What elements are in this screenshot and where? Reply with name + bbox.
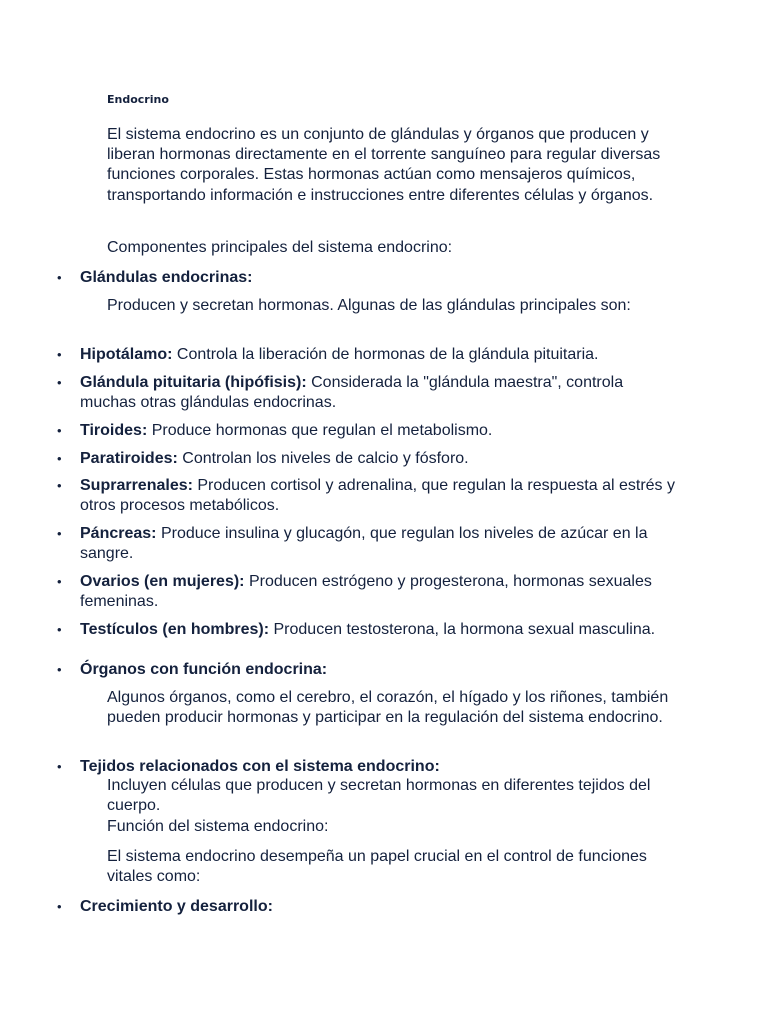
bullet-text: Considerada la "glándula maestra", controla muchas otras glándulas endocrinas. [80, 374, 624, 411]
bullet-text: Produce insulina y glucagón, que regulan los niveles de azúcar en la sangre. [80, 525, 648, 562]
list-item-organos [80, 660, 680, 680]
list-item-glandulas [80, 268, 680, 288]
components-heading: Componentes principales del sistema endocrino: [107, 239, 453, 256]
bullet-term: Tiroides: [80, 422, 148, 439]
function-paragraph: El sistema endocrino desempeña un papel crucial en el control de funciones vitales como: [107, 848, 647, 886]
list-item-paratiroides [80, 449, 680, 469]
intro-paragraph: El sistema endocrino es un conjunto de glándulas y órganos que producen y liberan hormonas directamente en el torrente sanguíneo para regular diversas funciones corporales. Estas hormonas actúan como mensajeros químicos, transportando información e instrucciones entre diferentes células y órganos. [107, 126, 661, 204]
glandulas-description: Producen y secretan hormonas. Algunas de las glándulas principales son: [107, 297, 631, 314]
bullet-term: Tejidos relacionados con el sistema endocrino: [80, 758, 440, 775]
bullet-term: Crecimiento y desarrollo: [80, 898, 273, 915]
bullet-text: Producen testosterona, la hormona sexual masculina. [269, 621, 656, 638]
list-item-tiroides [80, 421, 680, 441]
bullet-term: Glándula pituitaria (hipófisis): [80, 374, 307, 391]
document-title: Endocrino [107, 93, 169, 106]
bullet-text: Controlan los niveles de calcio y fósforo. [177, 450, 469, 467]
bullet-term: Testículos (en hombres): [80, 621, 270, 638]
bullet-term: Suprarrenales: [80, 477, 193, 494]
bullet-term: Hipotálamo: [80, 346, 173, 363]
bullet-text: Producen estrógeno y progesterona, hormonas sexuales femeninas. [80, 573, 652, 610]
list-item-hipotalamo [80, 345, 680, 365]
list-item-crecimiento [80, 897, 680, 917]
list-item-ovarios [80, 572, 680, 612]
list-item-pancreas [80, 524, 680, 564]
function-heading: Función del sistema endocrino: [107, 818, 329, 835]
bullet-term: Glándulas endocrinas: [80, 269, 253, 286]
bullet-text: Controla la liberación de hormonas de la glándula pituitaria. [172, 346, 599, 363]
bullet-term: Órganos con función endocrina: [80, 661, 328, 678]
organos-description: Algunos órganos, como el cerebro, el corazón, el hígado y los riñones, también pueden producir hormonas y participar en la regulación del sistema endocrino. [107, 689, 669, 727]
bullet-term: Páncreas: [80, 525, 157, 542]
bullet-term: Ovarios (en mujeres): [80, 573, 245, 590]
list-item-testiculos [80, 620, 680, 640]
bullet-text: Producen cortisol y adrenalina, que regulan la respuesta al estrés y otros procesos metabólicos. [80, 477, 675, 514]
list-item-tejidos [80, 757, 680, 777]
list-item-suprarrenales [80, 476, 680, 516]
bullet-text: Produce hormonas que regulan el metabolismo. [147, 422, 493, 439]
bullet-term: Paratiroides: [80, 450, 178, 467]
tejidos-description: Incluyen células que producen y secretan hormonas en diferentes tejidos del cuerpo. [107, 777, 651, 815]
list-item-pituitaria [80, 373, 680, 413]
